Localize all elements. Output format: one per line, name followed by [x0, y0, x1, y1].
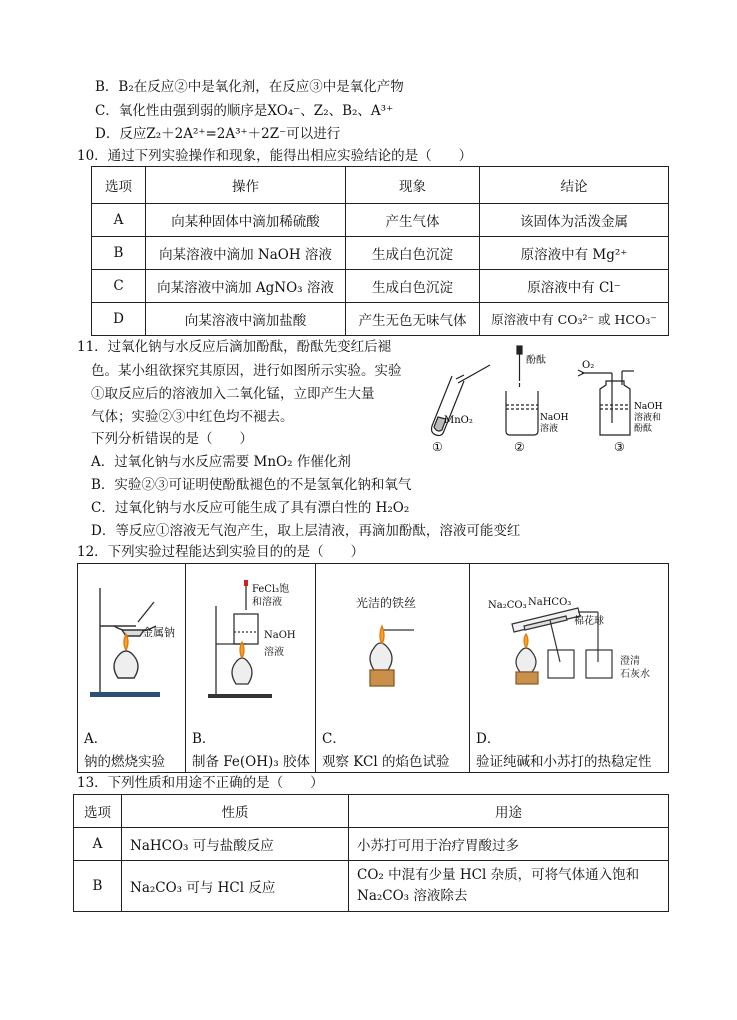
- q13-use-line: CO₂ 中混有少量 HCl 杂质，可将气体通入饱和: [357, 867, 640, 883]
- q11-stem-line: 色。某小组欲探究其原因，进行如图所示实验。实验: [91, 363, 402, 379]
- q10-cell: 原溶液中有 CO₃²⁻ 或 HCO₃⁻: [480, 303, 669, 336]
- q10-cell: 产生无色无味气体: [346, 303, 480, 336]
- q10-cell: 向某种固体中滴加稀硫酸: [146, 204, 346, 237]
- q10-header-phenomenon: 现象: [346, 167, 480, 204]
- combustion-apparatus-icon: [78, 566, 184, 716]
- q13-table: [73, 794, 669, 912]
- q12-a-letter: A．: [84, 731, 108, 747]
- q11-stem-line: 气体；实验②③中红色均不褪去。: [91, 409, 294, 425]
- q13-use-line: Na₂CO₃ 溶液除去: [357, 888, 468, 904]
- q11-option-d: D．等反应①溶液无气泡产生，取上层清液，再滴加酚酞，溶液可能变红: [91, 523, 521, 539]
- q12-d-letter: D．: [476, 731, 501, 747]
- q13-header-option: 选项: [74, 795, 122, 828]
- q12-b-letter: B．: [192, 731, 216, 747]
- q10-cell: 该固体为活泼金属: [480, 204, 669, 237]
- q13-cell: Na₂CO₃ 可与 HCl 反应: [122, 861, 349, 912]
- q12-d-caption: 验证纯碱和小苏打的热稳定性: [476, 754, 652, 770]
- na2co3-label: Na₂CO₃: [488, 600, 527, 611]
- q11-option-a: A．过氧化钠与水反应需要 MnO₂ 作催化剂: [91, 454, 351, 470]
- q13-cell-multiline: [349, 861, 669, 912]
- colloid-apparatus-icon: [186, 566, 314, 716]
- q12-cell-d: [470, 564, 669, 773]
- nahco3-label: NaHCO₃: [528, 597, 572, 608]
- naoh-solution-label: NaOH: [540, 413, 569, 423]
- q10-cell: 原溶液中有 Cl⁻: [480, 270, 669, 303]
- q9-option-d: D．反应Z₂＋2A²⁺=2A³⁺＋2Z⁻可以进行: [95, 126, 341, 142]
- q13-header-use: 用途: [349, 795, 669, 828]
- q10-cell: 产生气体: [346, 204, 480, 237]
- naoh-solution-label: 溶液: [540, 424, 559, 434]
- thermal-stability-apparatus-icon: [470, 566, 670, 716]
- q12-table: [77, 563, 669, 773]
- q13-cell: A: [74, 828, 122, 861]
- q11-figure: [418, 343, 678, 458]
- cotton-label: 棉花球: [574, 616, 604, 627]
- q10-cell: A: [92, 204, 146, 237]
- phenolphthalein-label: 酚酞: [526, 355, 546, 366]
- figure-number-1: ①: [432, 440, 443, 454]
- q10-cell: 向某溶液中滴加盐酸: [146, 303, 346, 336]
- sodium-label: 金属钠: [142, 626, 175, 639]
- limewater-label: 石灰水: [620, 669, 650, 680]
- q10-cell: D: [92, 303, 146, 336]
- figure-number-2: ②: [514, 440, 525, 454]
- q12-a-caption: 钠的燃烧实验: [84, 754, 165, 770]
- q13-header-property: 性质: [122, 795, 349, 828]
- gas-bottle-icon: [578, 370, 634, 435]
- q9-option-c: C．氧化性由强到弱的顺序是XO₄⁻、Z₂、B₂、A³⁺: [95, 103, 394, 119]
- figure-number-3: ③: [614, 440, 625, 454]
- naoh-phenolphthalein-label: NaOH: [634, 402, 663, 412]
- q12-b-caption: 制备 Fe(OH)₃ 胶体: [192, 754, 310, 770]
- q10-header-operation: 操作: [146, 167, 346, 204]
- q13-cell: B: [74, 861, 122, 912]
- q10-cell: C: [92, 270, 146, 303]
- q11-stem-line: 11．过氧化钠与水反应后滴加酚酞，酚酞先变红后褪: [77, 339, 392, 355]
- q11-stem-line: 下列分析错误的是（ ）: [91, 431, 253, 447]
- naoh-label: NaOH: [264, 630, 296, 641]
- q10-table: [91, 166, 669, 336]
- q10-cell: 生成白色沉淀: [346, 237, 480, 270]
- limewater-label: 澄清: [620, 656, 640, 667]
- q11-stem-line: ①取反应后的溶液加入二氧化锰，立即产生大量: [91, 386, 375, 402]
- q12-cell-b: [186, 564, 316, 773]
- naoh-label: 溶液: [264, 647, 284, 658]
- iron-wire-label: 光洁的铁丝: [356, 596, 417, 610]
- q11-option-c: C．过氧化钠与水反应可能生成了具有漂白性的 H₂O₂: [91, 500, 410, 516]
- q12-c-letter: C．: [322, 731, 346, 747]
- fecl3-label: 和溶液: [252, 597, 282, 608]
- q10-header-option: 选项: [92, 167, 146, 204]
- flame-test-apparatus-icon: [316, 566, 466, 716]
- q10-cell: 生成白色沉淀: [346, 270, 480, 303]
- q13-cell: 小苏打可用于治疗胃酸过多: [349, 828, 669, 861]
- q12-cell-a: [78, 564, 186, 773]
- q11-option-b: B．实验②③可证明使酚酞褪色的不是氢氧化钠和氧气: [91, 477, 412, 493]
- q13-cell: NaHCO₃ 可与盐酸反应: [122, 828, 349, 861]
- q12-stem: 12．下列实验过程能达到实验目的的是（ ）: [77, 544, 365, 560]
- q10-cell: 原溶液中有 Mg²⁺: [480, 237, 669, 270]
- naoh-phenolphthalein-label: 酚酞: [634, 424, 653, 434]
- naoh-phenolphthalein-label: 溶液和: [634, 413, 662, 423]
- q10-header-conclusion: 结论: [480, 167, 669, 204]
- fecl3-label: FeCl₃饱: [252, 584, 290, 595]
- q10-stem: 10．通过下列实验操作和现象，能得出相应实验结论的是（ ）: [77, 148, 473, 164]
- q10-cell: 向某溶液中滴加 AgNO₃ 溶液: [146, 270, 346, 303]
- o2-label: O₂: [582, 360, 595, 371]
- mno2-label: MnO₂: [444, 415, 473, 426]
- q9-option-b: B．B₂在反应②中是氧化剂，在反应③中是氧化产物: [95, 79, 404, 95]
- q10-cell: 向某溶液中滴加 NaOH 溶液: [146, 237, 346, 270]
- q12-cell-c: [316, 564, 470, 773]
- q10-cell: B: [92, 237, 146, 270]
- q12-c-caption: 观察 KCl 的焰色试验: [322, 754, 450, 770]
- q13-stem: 13．下列性质和用途不正确的是（ ）: [77, 775, 324, 791]
